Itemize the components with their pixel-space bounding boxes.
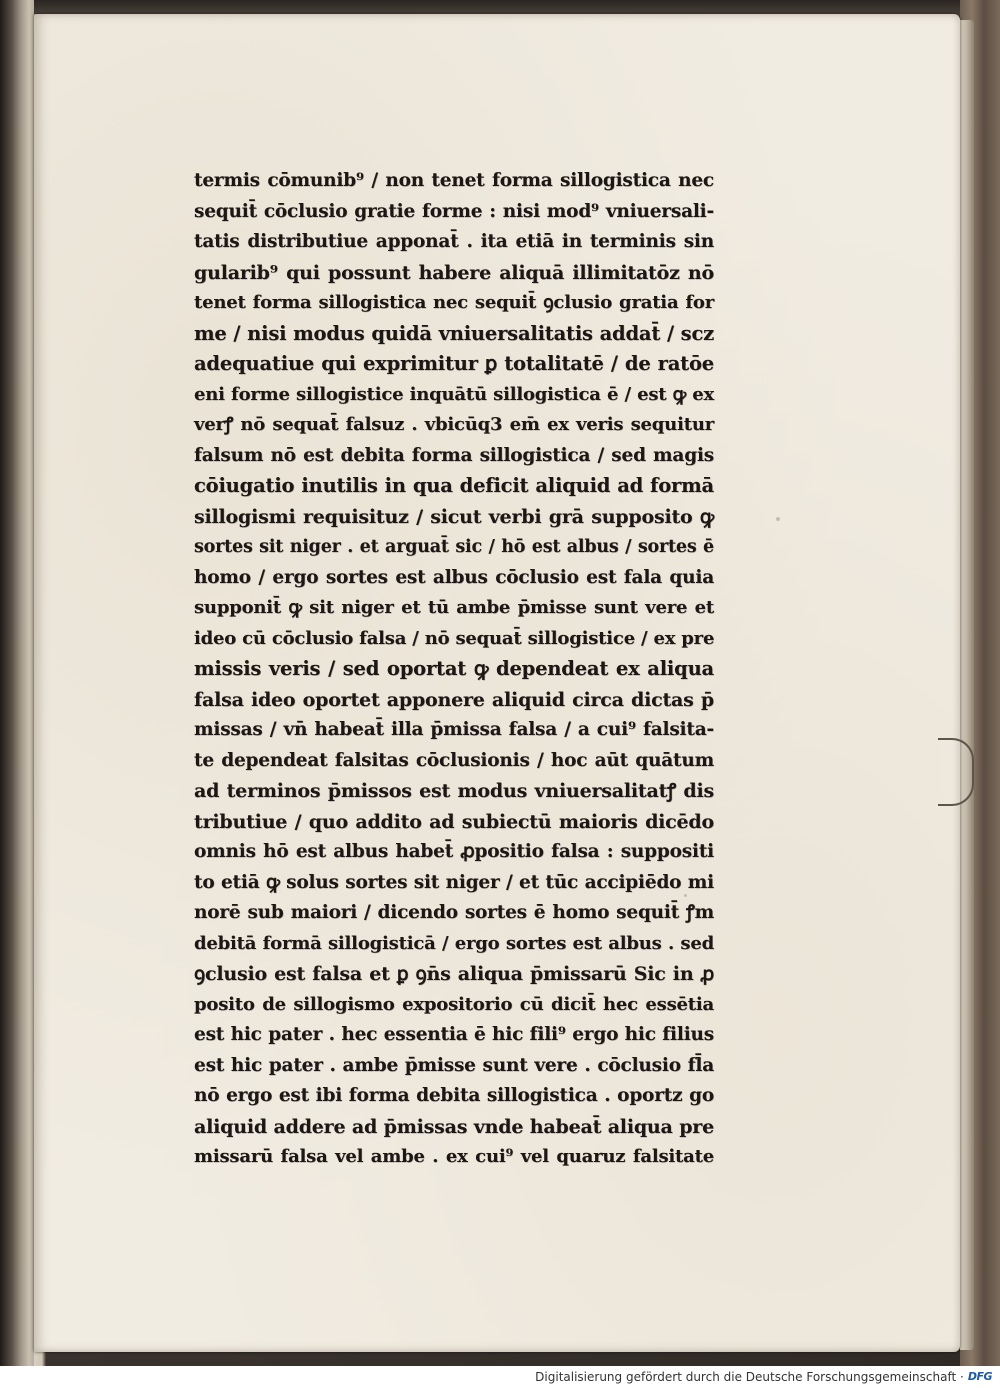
text-line: sortes sit niger . et arguat̄ sic / hō est albus / sortes ē xyxy=(194,537,714,557)
text-block xyxy=(194,166,714,1173)
text-line: me / nisi modus quidā vniuersalitatis addat̄ / scz xyxy=(194,321,714,345)
text-line: eni forme sillogistice inquātū sillogistica ē / est ꝙ ex xyxy=(194,383,714,405)
clasp-strap xyxy=(938,738,974,806)
text-line: tatis distributiue apponat̄ . ita etiā in terminis sin xyxy=(194,231,714,252)
book-binding xyxy=(0,0,34,1366)
text-line: missis veris / sed oportat ꝙ dependeat ex aliqua xyxy=(194,657,714,680)
text-line: missarū falsa vel ambe . ex cui⁹ vel quaruz falsitate xyxy=(194,1146,714,1167)
footer-credit: Digitalisierung gefördert durch die Deutsche Forschungsgemeinschaft · xyxy=(535,1370,964,1384)
text-line: supponit̄ ꝙ sit niger et tū ambe p̄misse sunt vere et xyxy=(194,597,714,618)
text-line: falsa ideo oportet apponere aliquid circa dictas p̄ xyxy=(194,688,714,711)
footer-bar xyxy=(0,1366,1000,1388)
page-stack-edge xyxy=(960,20,974,1350)
text-line: est hic pater . ambe p̄misse sunt vere . cōclusio fl̄a xyxy=(194,1054,714,1076)
text-line: ideo cū cōclusio falsa / nō sequat̄ sillogistice / ex pre xyxy=(194,627,715,649)
text-line: falsum nō est debita forma sillogistica / sed magis xyxy=(194,444,714,466)
text-line: ꝯclusio est falsa et ꝑ ꝯn̄s aliqua p̄missarū Sic in ꝓ xyxy=(194,963,714,985)
text-line: te dependeat falsitas cōclusionis / hoc aūt quātum xyxy=(194,749,714,771)
text-line: omnis hō est albus habet̄ ꝓpositio falsa : suppositi xyxy=(194,841,714,862)
text-line: nō ergo est ibi forma debita sillogistica . oportz go xyxy=(194,1085,714,1106)
text-line: cōiugatio inutilis in qua deficit aliquid ad formā xyxy=(194,474,714,497)
text-line: missas / vn̄ habeat̄ illa p̄missa falsa / a cui⁹ falsita- xyxy=(194,719,714,740)
text-line: verꝭ nō sequat̄ falsuz . vbicūq3 em̄ ex veris sequitur xyxy=(194,414,714,435)
text-line: est hic pater . hec essentia ē hic fili⁹ ergo hic filius xyxy=(194,1024,714,1045)
text-line: gularib⁹ qui possunt habere aliquā illimitatōz nō xyxy=(194,261,714,284)
text-line: adequatiue qui exprimitur ꝑ totalitatē / de ratōe xyxy=(194,352,714,375)
text-line: sequit̄ cōclusio gratie forme : nisi mod⁹ vniuersali- xyxy=(194,200,714,222)
text-line: tributiue / quo addito ad subiectū maioris dicēdo xyxy=(194,810,714,833)
text-line: debitā formā sillogisticā / ergo sortes est albus . sed xyxy=(194,932,714,954)
text-line: norē sub maiori / dicendo sortes ē homo sequit̄ ꝭm xyxy=(194,902,714,923)
text-line: to etiā ꝙ solus sortes sit niger / et tūc accipiēdo mi xyxy=(194,871,714,893)
text-line: sillogismi requisituz / sicut verbi grā supposito ꝙ xyxy=(194,505,714,528)
text-line: termis cōmunib⁹ / non tenet forma sillogistica nec xyxy=(194,170,714,191)
text-line: posito de sillogismo expositorio cū dicit̄ hec essētia xyxy=(194,993,714,1015)
text-line: tenet forma sillogistica nec sequit̄ ꝯclusio gratia for xyxy=(194,292,714,313)
text-line: ad terminos p̄missos est modus vniuersalitatꝭ dis xyxy=(194,780,714,802)
text-line: aliquid addere ad p̄missas vnde habeat̄ aliqua pre xyxy=(194,1115,714,1138)
dfg-logo: DFG xyxy=(967,1369,992,1383)
paper-speck xyxy=(776,517,780,521)
text-line: homo / ergo sortes est albus cōclusio est fala quia xyxy=(194,566,714,588)
